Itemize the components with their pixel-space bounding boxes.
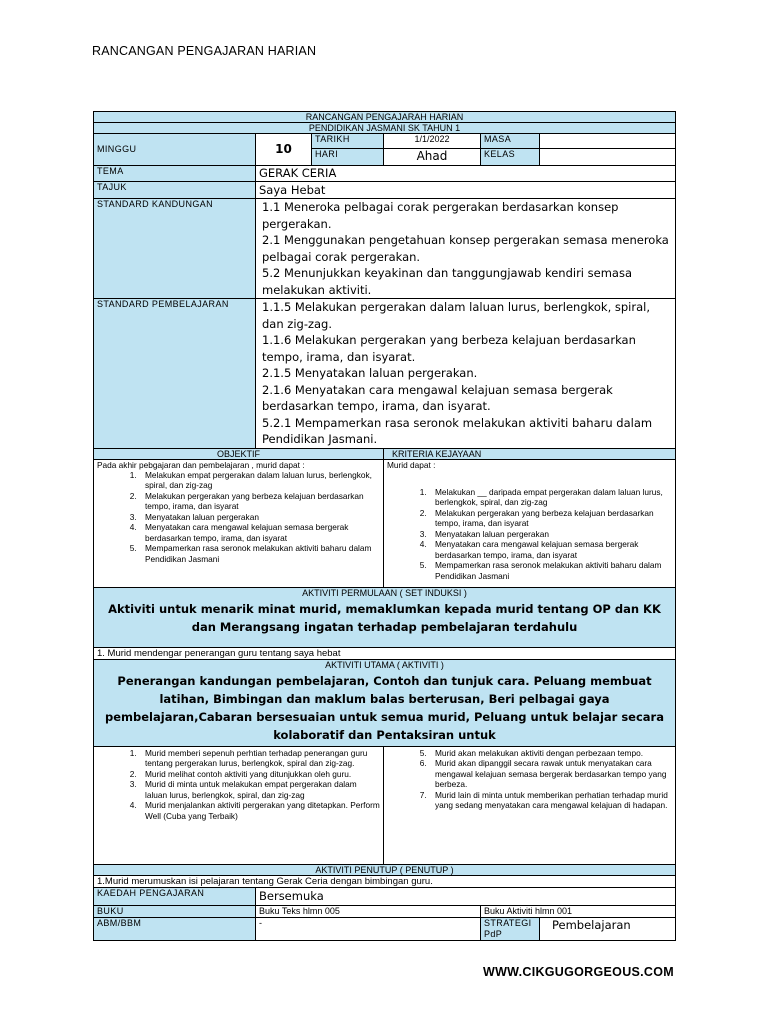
objektif-header: OBJEKTIF [94,448,384,459]
sp-line: 2.1.5 Menyatakan laluan pergerakan. [262,366,478,380]
table-title-2: PENDIDIKAN JASMANI SK TAHUN 1 [94,123,676,134]
utama-section [94,659,676,746]
kriteria-item: 1. Melakukan __ daripada empat pergerakan dalam laluan lurus, berlengkok, spiral, dan zig-zag [429,487,672,508]
table-title-1: RANCANGAN PENGAJARAH HARIAN [94,112,676,123]
sk-line: 1.1 Meneroka pelbagai corak pergerakan berdasarkan konsep pergerakan. [262,200,619,231]
utama-text: Penerangan kandungan pembelajaran, Contoh dan tunjuk cara. Peluang membuat latihan, Bimbingan dan maklum balas berterusan, Beri pelbagai gaya pembelajaran,Cabaran bersesuaian untuk semua murid, Peluang untuk belajar secara kolaboratif dan Pentaksiran untuk [105,673,664,742]
utama-header: AKTIVITI UTAMA ( AKTIVITI ) [325,659,444,670]
permulaan-item: 1. Murid mendengar penerangan guru tentang saya hebat [94,647,676,659]
tarikh-label: TARIKH [312,134,384,149]
sp-content [256,299,676,449]
utama-left-content [94,746,384,864]
buku-aktiviti: Buku Aktiviti hlmn 001 [481,905,676,917]
tema-value: GERAK CERIA [256,166,676,182]
utama-right-content [384,746,676,864]
utama-left-item: 4. Murid menjalankan aktiviti pergerakan yang ditetapkan. Perform Well (Cuba yang Terbaik) [139,800,380,821]
utama-right-item: 7. Murid lain di minta untuk memberikan perhatian terhadap murid yang sedang menyatakan cara mengawal kelajuan di hadapan. [429,790,672,811]
kriteria-item: 3. Menyatakan laluan pergerakan [429,529,672,540]
kriteria-item: 4. Menyatakan cara mengawal kelajuan semasa bergerak berdasarkan tempo, irama, dan isyarat [429,539,672,560]
kriteria-item: 5. Mempamerkan rasa seronok melakukan aktiviti baharu dalam Pendidikan Jasmani [429,560,672,581]
kriteria-header: KRITERIA KEJAYAAN [384,448,676,459]
document-title: RANCANGAN PENGAJARAN HARIAN [92,44,317,58]
objektif-item: 4. Menyatakan cara mengawal kelajuan semasa bergerak berdasarkan tempo, irama, dan isyarat [139,522,380,543]
sp-label: STANDARD PEMBELAJARAN [94,299,256,449]
sk-content [256,199,676,299]
permulaan-header: AKTIVITI PERMULAAN ( SET INDUKSI ) [302,587,467,598]
sp-line: 5.2.1 Mempamerkan rasa seronok melakukan aktiviti baharu dalam Pendidikan Jasmani. [262,415,653,446]
tarikh-value: 1/1/2022 [384,134,481,149]
hari-label: HARI [312,149,384,166]
utama-left-item: 2. Murid melihat contoh aktiviti yang ditunjukkan oleh guru. [139,769,380,780]
objektif-item: 5. Mempamerkan rasa seronok melakukan aktiviti baharu dalam Pendidikan Jasmani [139,543,380,564]
abm-label: ABM/BBM [94,917,256,940]
permulaan-text: Aktiviti untuk menarik minat murid, memaklumkan kepada murid tentang OP dan KK dan Merangsang ingatan terhadap pembelajaran terdahulu [108,601,661,634]
objektif-item: 2. Melakukan pergerakan yang berbeza kelajuan berdasarkan tempo, irama, dan isyarat [139,491,380,512]
objektif-intro: Pada akhir pebgajaran dan pembelajaran , murid dapat : [97,459,305,470]
buku-teks: Buku Teks hlmn 005 [256,905,481,917]
objektif-item: 1. Melakukan empat pergerakan dalam laluan lurus, berlengkok, spiral, dan zig-zag [139,470,380,491]
kriteria-item: 2. Melakukan pergerakan yang berbeza kelajuan berdasarkan tempo, irama, dan isyarat [429,508,672,529]
tajuk-label: TAJUK [94,182,256,199]
rph-table [93,111,675,941]
hari-value: Ahad [384,149,481,166]
masa-value [540,134,676,149]
kelas-value [540,149,676,166]
utama-left-item: 3. Murid di minta untuk melakukan empat pergerakan dalam laluan lurus, berlengkok, spiral, dan zig-zag [139,779,380,800]
kriteria-intro: Murid dapat : [387,459,436,470]
tema-label: TEMA [94,166,256,182]
objektif-content [94,459,384,587]
strategi-label: STRATEGI PdP [481,917,540,940]
penutup-item: 1.Murid merumuskan isi pelajaran tentang Gerak Ceria dengan bimbingan guru. [94,875,676,887]
sk-label: STANDARD KANDUNGAN [94,199,256,299]
objektif-item: 3. Menyatakan laluan pergerakan [139,512,380,523]
abm-value: - [256,917,481,940]
penutup-header: AKTIVITI PENUTUP ( PENUTUP ) [94,864,676,875]
sk-line: 5.2 Menunjukkan keyakinan dan tanggungjawab kendiri semasa melakukan aktiviti. [262,266,633,297]
minggu-label: MINGGU [94,134,256,166]
sp-line: 2.1.6 Menyatakan cara mengawal kelajuan semasa bergerak berdasarkan tempo, irama, dan isyarat. [262,382,613,413]
permulaan-section [94,587,676,647]
utama-right-item: 6. Murid akan dipanggil secara rawak untuk menyatakan cara mengawal kelajuan semasa bergerak berdasarkan tempo yang berbeza. [429,758,672,790]
utama-right-item: 5. Murid akan melakukan aktiviti dengan perbezaan tempo. [429,748,672,759]
kaedah-value: Bersemuka [256,887,676,905]
sp-line: 1.1.5 Melakukan pergerakan dalam laluan lurus, berlengkok, spiral, dan zig-zag. [262,300,650,331]
tajuk-value: Saya Hebat [256,182,676,199]
utama-left-item: 1. Murid memberi sepenuh perhtian terhadap penerangan guru tentang pergerakan lurus, berlengkok, spiral dan zig-zag. [139,748,380,769]
footer-url: WWW.CIKGUGORGEOUS.COM [482,965,674,979]
masa-label: MASA [481,134,540,149]
sk-line: 2.1 Menggunakan pengetahuan konsep pergerakan semasa meneroka pelbagai corak pergerakan. [262,233,669,264]
buku-label: BUKU [94,905,256,917]
kelas-label: KELAS [481,149,540,166]
kaedah-label: KAEDAH PENGAJARAN [94,887,256,905]
sp-line: 1.1.6 Melakukan pergerakan yang berbeza kelajuan berdasarkan tempo, irama, dan isyarat. [262,333,636,364]
strategi-value: Pembelajaran [540,917,676,940]
kriteria-content [384,459,676,587]
minggu-value: 10 [256,134,312,166]
